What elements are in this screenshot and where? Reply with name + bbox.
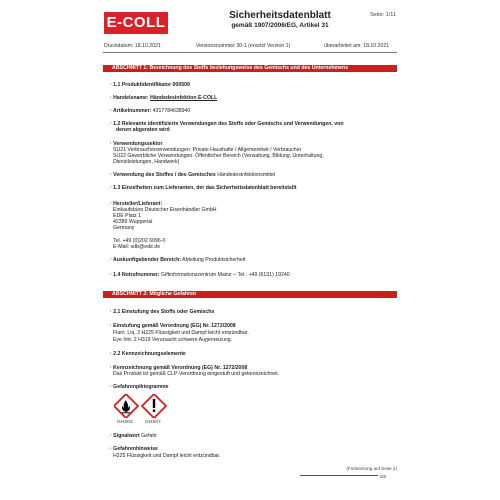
use-row <box>110 172 275 178</box>
manufacturer-label: · Hersteller/Lieferant: <box>110 201 162 207</box>
telephone: Tel. +49 (0)202 6096-0 <box>113 238 166 244</box>
relevant-uses-title-cont: denen abgeraten wird <box>116 127 170 133</box>
article-number-label: · Artikelnummer: <box>110 108 151 114</box>
address-line: 42389 Wuppertal <box>113 219 153 225</box>
pictograms-label: · Gefahrenpiktogramme <box>110 384 169 390</box>
classification-title: · 2.1 Einstufung des Stoffs oder Gemischs <box>110 309 214 315</box>
document-subtitle: gemäß 1907/2006/EG, Artikel 31 <box>231 22 329 29</box>
address-line: Einkaufsbüro Deutscher Eisenhändler GmbH <box>113 207 217 213</box>
sector-su21: SU21 Verbraucherverwendungen: Private Haushalte / Allgemeinheit / Verbraucher <box>113 147 302 153</box>
sector-su22: SU22 Gewerbliche Verwendungen: Öffentlicher Bereich (Verwaltung, Bildung, Unterhaltung, <box>113 153 324 159</box>
use-label: · Verwendung des Stoffes / des Gemisches <box>110 172 216 178</box>
version-number: Versionsnummer 30-1 (ersetzt Version 1) <box>196 43 291 49</box>
labeling-text: Das Produkt ist gemäß CLP-Verordnung eingestuft und gekennzeichnet. <box>113 371 280 377</box>
signal-word-row <box>110 433 157 439</box>
trade-name-label: · Handelsname: <box>110 95 149 101</box>
labeling-title: · Kennzeichnung gemäß Verordnung (EG) Nr. 1272/2008 <box>110 365 247 371</box>
info-row <box>110 257 245 263</box>
clp-eye-irrit: Eye Irrit. 2 H319 Verursacht schwere Augenreizung. <box>113 337 233 343</box>
ghs07-label: GHS07 <box>145 420 161 425</box>
ghs02-flame-icon <box>114 394 138 418</box>
sector-su22-cont: Dienstleistungen, Handwerk) <box>113 159 180 165</box>
ghs02-label: GHS02 <box>117 420 133 425</box>
info-label: · Auskunftgebender Bereich: <box>110 257 181 263</box>
hazard-pictograms <box>114 394 174 418</box>
company-logo: E-COLL <box>104 12 168 34</box>
page-number: Seite: 1/11 <box>370 12 396 18</box>
info-value: Abteilung Produktsicherheit <box>182 257 246 263</box>
address-line: Germany <box>113 225 135 231</box>
language-code: DE <box>380 474 387 479</box>
section-1-header: ABSCHNITT 1: Bezeichnung des Stoffs beziehungsweise des Gemischs und des Unternehmens <box>103 65 397 72</box>
header-divider <box>103 52 397 53</box>
article-number-value: 4317784638940 <box>152 108 191 114</box>
continued-note: (Fortsetzung auf Seite 2) <box>346 466 397 471</box>
signal-word-value: Gefahr <box>141 433 157 439</box>
section-2-header: ABSCHNITT 2: Mögliche Gefahren <box>103 291 397 298</box>
revised-date: überarbeitet am: 18.10.2021 <box>324 43 390 49</box>
sector-label: · Verwendungssektor <box>110 141 162 147</box>
clp-flam-liq: Flam. Liq. 2 H225 Flüssigkeit und Dampf leicht entzündbar. <box>113 330 249 336</box>
emergency-value: Giftinformationszentrum Mainz -- Tel.: +49 (6131) 19240 <box>161 272 290 278</box>
hazard-statement-h225: H225 Flüssigkeit und Dampf leicht entzündbar. <box>113 453 221 459</box>
label-elements-title: · 2.2 Kennzeichnungselemente <box>110 351 186 357</box>
document-title: Sicherheitsdatenblatt <box>229 10 331 21</box>
product-identifier: · 1.1 Produktidentifikator 000509 <box>110 82 190 88</box>
trade-name-value: Händedesinfektion E-COLL <box>150 95 218 101</box>
supplier-title: · 1.3 Einzelheiten zum Lieferanten, der das Sicherheitsdatenblatt bereitstellt <box>110 185 297 191</box>
email: E-Mail: sdb@ede.de <box>113 244 161 250</box>
footer-divider <box>300 475 378 476</box>
relevant-uses-title: · 1.2 Relevante identifizierte Verwendungen des Stoffs oder Gemischs und Verwendungen, von <box>110 121 344 127</box>
article-number-row <box>110 108 190 114</box>
hazard-statements-label: · Gefahrenhinweise <box>110 446 158 452</box>
clp-classification-title: · Einstufung gemäß Verordnung (EG) Nr. 1272/2008 <box>110 323 236 329</box>
emergency-label: · 1.4 Notrufnummer: <box>110 272 160 278</box>
signal-word-label: · Signalwort <box>110 433 140 439</box>
use-value: Händedesinfektionsmittel <box>217 172 276 178</box>
address-line: EDE Platz 1 <box>113 213 141 219</box>
print-date: Druckdatum: 18.10.2021 <box>104 43 161 49</box>
ghs07-exclamation-icon <box>142 394 166 418</box>
trade-name-row <box>110 95 217 101</box>
emergency-row <box>110 272 290 278</box>
